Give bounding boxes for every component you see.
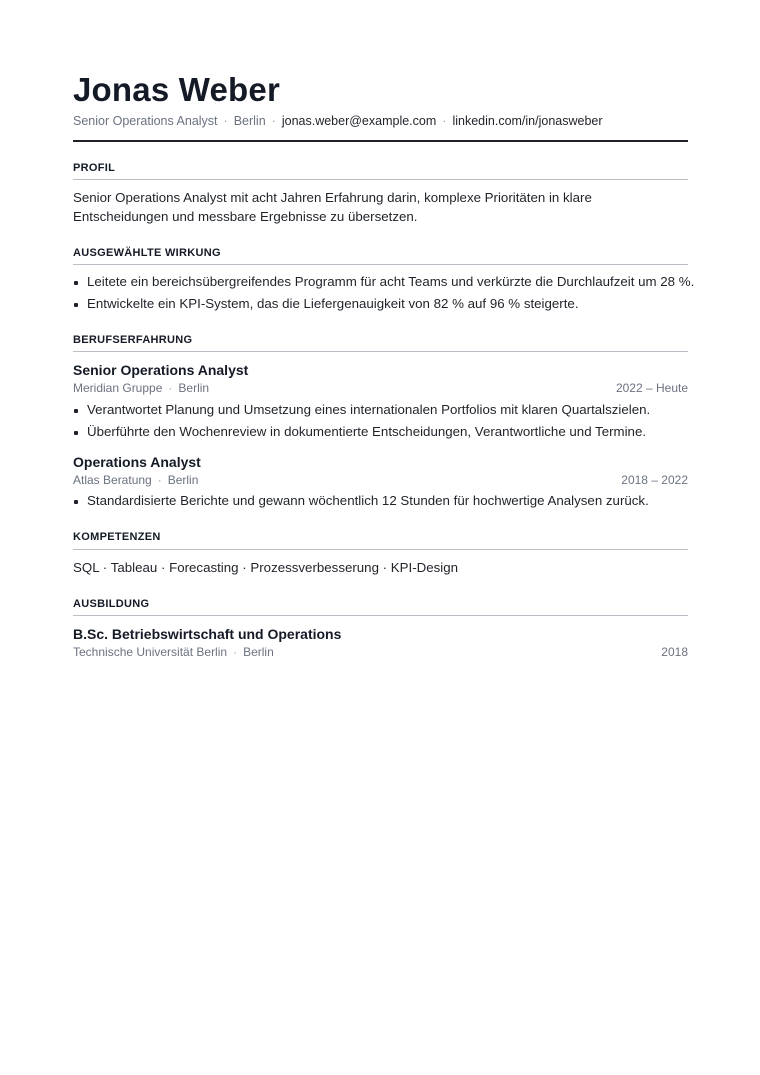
section-title-education: AUSBILDUNG (73, 598, 150, 610)
job-company: Meridian Gruppe (73, 381, 163, 395)
education-school-location (73, 644, 274, 660)
job-location: Berlin (178, 381, 210, 395)
job-dates: 2018 – 2022 (621, 473, 688, 487)
job-title: Operations Analyst (73, 454, 201, 470)
job-location: Berlin (167, 473, 199, 487)
meta-separator: · (168, 381, 173, 395)
section-title-skills: KOMPETENZEN (73, 531, 161, 543)
job-dates: 2022 – Heute (615, 381, 688, 395)
header-divider (73, 140, 688, 142)
job-meta (73, 380, 688, 396)
meta-separator: · (233, 645, 238, 659)
list-item: Leitete ein bereichsübergreifendes Programm für acht Teams und verkürzte die Durchlaufzeit um 28 %. (73, 271, 688, 293)
contact-separator: · (223, 114, 228, 128)
section-title-experience: BERUFSERFAHRUNG (73, 334, 193, 346)
contact-email-link[interactable]: jonas.weber@example.com (281, 114, 437, 128)
list-item: Verantwortet Planung und Umsetzung eines internationalen Portfolios mit klaren Quartalszielen. (73, 399, 688, 421)
section-divider (73, 179, 688, 180)
section-title-profile: PROFIL (73, 162, 116, 174)
section-divider (73, 549, 688, 550)
contact-line (73, 113, 688, 129)
contact-separator: · (271, 114, 276, 128)
section-divider (73, 264, 688, 265)
job-title: Senior Operations Analyst (73, 362, 249, 378)
skills-list: SQL · Tableau · Forecasting · Prozessverbesserung · KPI-Design (73, 560, 459, 575)
education-meta (73, 644, 688, 660)
job-company: Atlas Beratung (73, 473, 152, 487)
job-company-location (73, 380, 209, 396)
education-degree: B.Sc. Betriebswirtschaft und Operations (73, 626, 342, 642)
impact-list (73, 271, 695, 315)
section-divider (73, 615, 688, 616)
list-item: Standardisierte Berichte und gewann wöchentlich 12 Stunden für hochwertige Analysen zurück. (73, 490, 688, 512)
contact-separator: · (442, 114, 447, 128)
candidate-name: Jonas Weber (73, 71, 280, 108)
job-meta (73, 472, 688, 488)
contact-role: Senior Operations Analyst (73, 114, 218, 128)
job-bullets (73, 490, 688, 512)
education-year: 2018 (661, 645, 688, 659)
list-item: Entwickelte ein KPI-System, das die Liefergenauigkeit von 82 % auf 96 % steigerte. (73, 293, 688, 315)
meta-separator: · (157, 473, 162, 487)
section-title-impact: AUSGEWÄHLTE WIRKUNG (73, 247, 221, 259)
job-bullets (73, 399, 688, 443)
section-divider (73, 351, 688, 352)
education-school: Technische Universität Berlin (73, 645, 228, 659)
contact-linkedin-link[interactable]: linkedin.com/in/jonasweber (452, 114, 603, 128)
list-item: Überführte den Wochenreview in dokumentierte Entscheidungen, Verantwortliche und Termine. (73, 421, 688, 443)
education-location: Berlin (243, 645, 274, 659)
job-company-location (73, 472, 198, 488)
profile-summary: Senior Operations Analyst mit acht Jahren Erfahrung darin, komplexe Prioritäten in klare Entscheidungen und messbare Ergebnisse zu übersetzen. (73, 190, 592, 224)
contact-city: Berlin (233, 114, 266, 128)
